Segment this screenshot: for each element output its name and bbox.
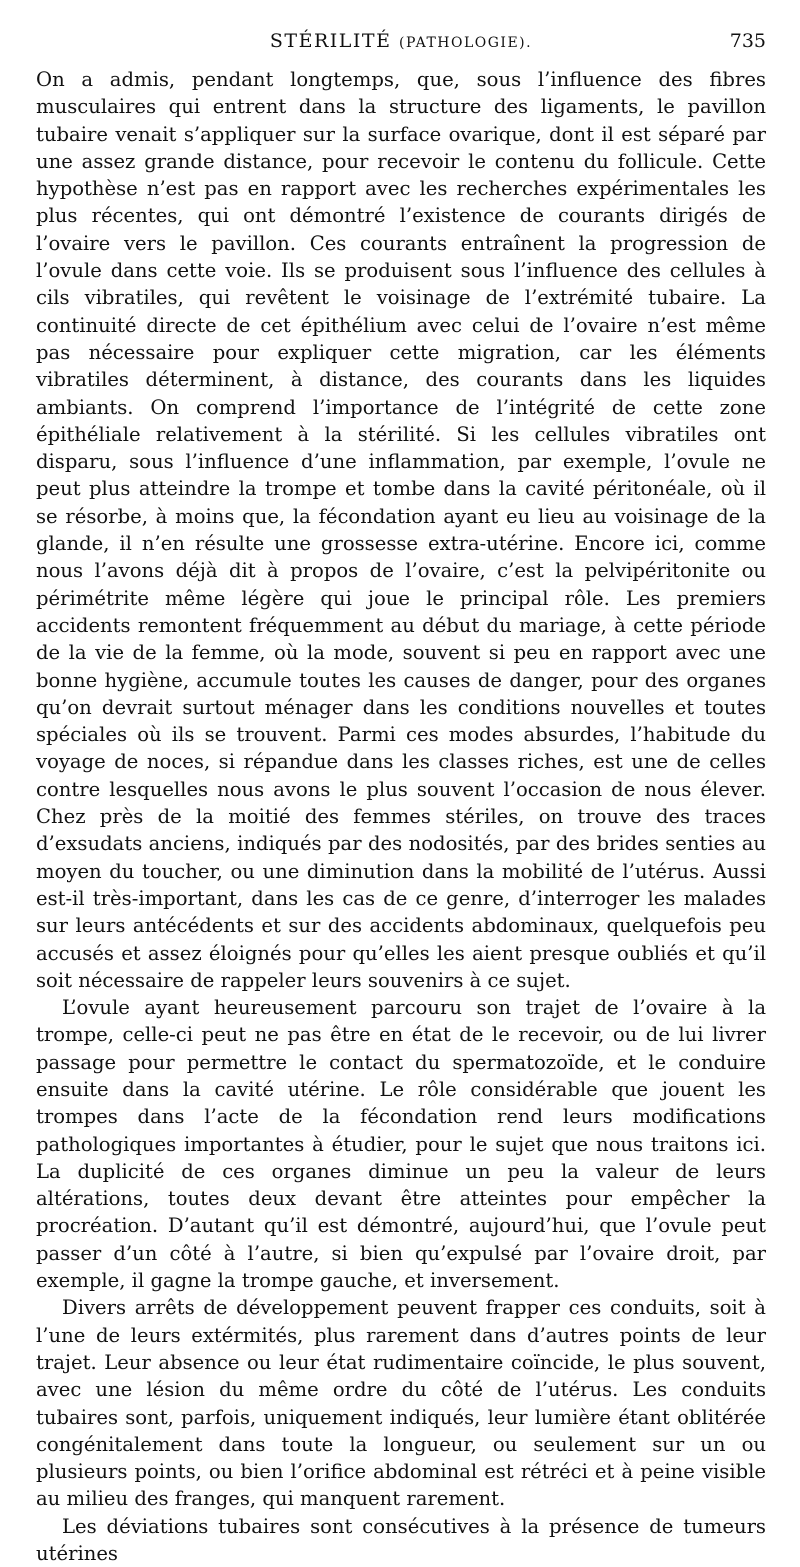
paragraph: Les déviations tubaires sont consécutives à la présence de tumeurs utérines <box>36 1514 766 1566</box>
paragraph: L’ovule ayant heureusement parcouru son trajet de l’ovaire à la trompe, celle-ci peut ne pas être en état de le recevoir, ou de lui livrer passage pour permettre le contact du spermatozoïde, et le conduire ensuite dans la cavité utérine. Le rôle considérable que jouent les trompes dans l’acte de la fécondation rend leurs modifications pathologiques importantes à étudier, pour le sujet que nous traitons ici. La duplicité de ces organes diminue un peu la valeur de leurs altérations, toutes deux devant être atteintes pour empêcher la procréation. D’autant qu’il est démontré, aujourd’hui, que l’ovule peut passer d’un côté à l’autre, si bien qu’expulsé par l’ovaire droit, par exemple, il gagne la trompe gauche, et inversement. <box>36 996 766 1293</box>
body-text <box>36 66 766 1567</box>
paragraph: Divers arrêts de développement peuvent frapper ces conduits, soit à l’une de leurs extérmités, plus rarement dans d’autres points de leur trajet. Leur absence ou leur état rudimentaire coïncide, le plus souvent, avec une lésion du même ordre du côté de l’utérus. Les conduits tubaires sont, parfois, uniquement indiqués, leur lumière étant oblitérée congénitalement dans toute la longueur, ou seulement sur un ou plusieurs points, ou bien l’orifice abdominal est rétréci et à peine visible au milieu des franges, qui manquent rarement. <box>36 1296 766 1511</box>
running-title <box>36 30 766 52</box>
paragraph: On a admis, pendant longtemps, que, sous l’influence des fibres musculaires qui entrent dans la structure des ligaments, le pavillon tubaire venait s’appliquer sur la surface ovarique, dont il est séparé par une assez grande distance, pour recevoir le contenu du follicule. Cette hypothèse n’est pas en rapport avec les recherches expérimentales les plus récentes, qui ont démontré l’existence de courants dirigés de l’ovaire vers le pavillon. Ces courants entraînent la progression de l’ovule dans cette voie. Ils se produisent sous l’influence des cellules à cils vibratiles, qui revêtent le voisinage de l’extrémité tubaire. La continuité directe de cet épithélium avec celui de l’ovaire n’est même pas nécessaire pour expliquer cette migration, car les éléments vibratiles déterminent, à distance, des courants dans les liquides ambiants. On comprend l’importance de l’intégrité de cette zone épithéliale relativement à la stérilité. Si les cellules vibratiles ont disparu, sous l’influence d’une inflammation, par exemple, l’ovule ne peut plus atteindre la trompe et tombe dans la cavité péritonéale, où il se résorbe, à moins que, la fécondation ayant eu lieu au voisinage de la glande, il n’en résulte une grossesse extra-utérine. Encore ici, comme nous l’avons déjà dit à propos de l’ovaire, c’est la pelvipéritonite ou périmétrite même légère qui joue le principal rôle. Les premiers accidents remontent fréquemment au début du mariage, à cette période de la vie de la femme, où la mode, souvent si peu en rapport avec une bonne hygiène, accumule toutes les causes de danger, pour des organes qu’on devrait surtout ménager dans les conditions nouvelles et toutes spéciales où ils se trouvent. Parmi ces modes absurdes, l’habitude du voyage de noces, si répandue dans les classes riches, est une de celles contre lesquelles nous avons le plus souvent l’occasion de nous élever. Chez près de la moitié des femmes stériles, on trouve des traces d’exsudats anciens, indiqués par des nodosités, par des brides senties au moyen du toucher, ou une diminution dans la mobilité de l’utérus. Aussi est-il très-important, dans les cas de ce genre, d’interroger les malades sur leurs antécédents et sur des accidents abdominaux, quelquefois peu accusés et assez éloignés pour qu’elles les aient presque oubliés et qu’il soit nécessaire de rappeler leurs souvenirs à ce sujet. <box>36 68 766 992</box>
running-head <box>36 30 766 58</box>
page-number: 735 <box>729 30 766 52</box>
chapter-subtitle: (PATHOLOGIE). <box>399 35 533 51</box>
chapter-title: STÉRILITÉ <box>269 30 392 52</box>
